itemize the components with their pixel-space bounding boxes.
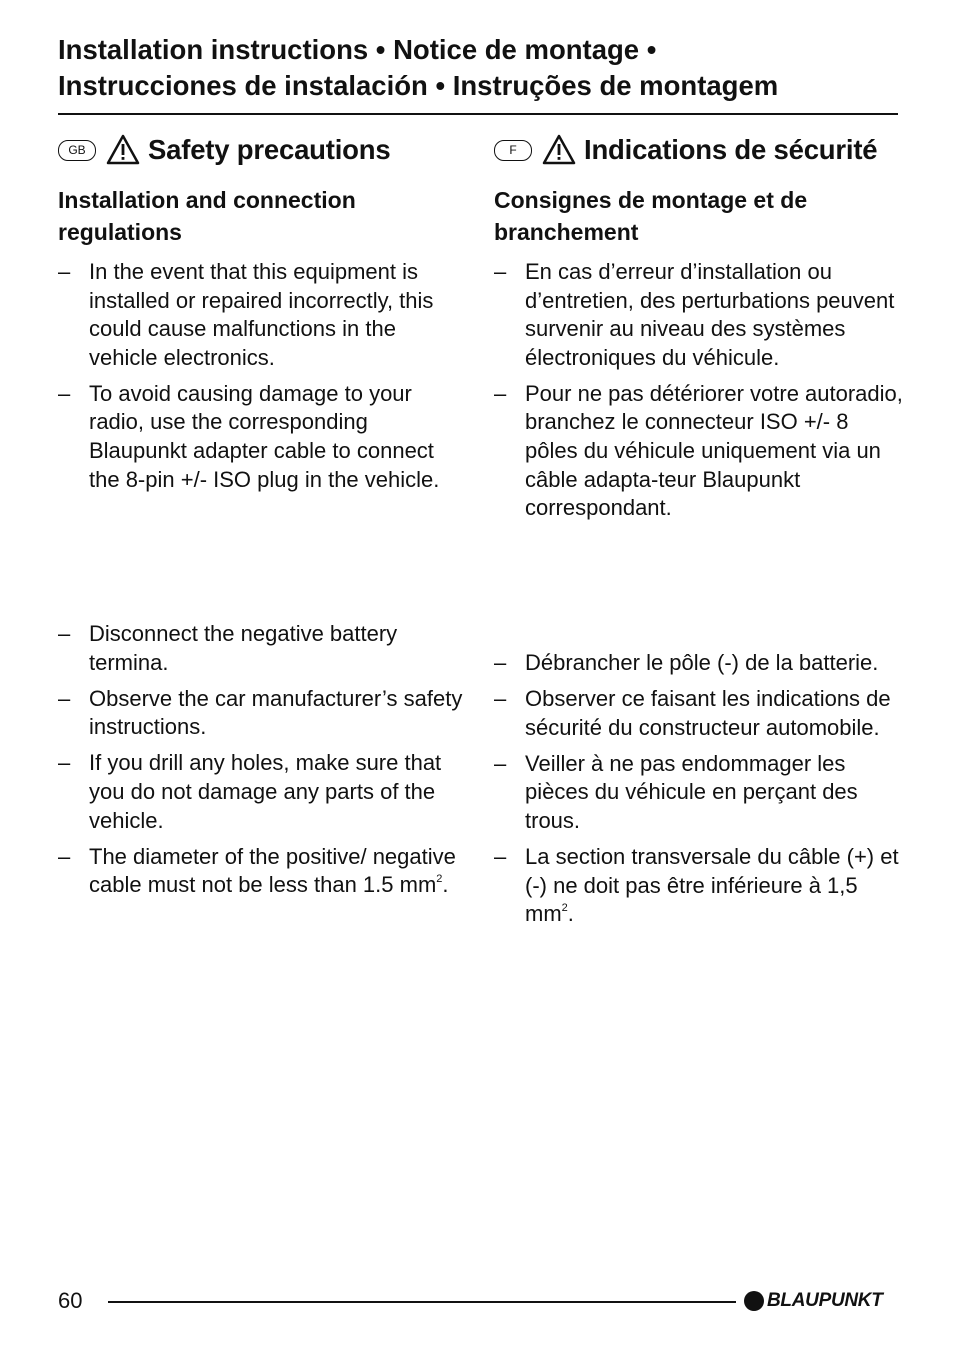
warning-triangle-icon	[542, 134, 576, 166]
subheading: Installation and connection regulations	[58, 187, 356, 245]
list-item: – La section transversale du câble (+) et (-) ne doit pas être inférieure à 1,5 $mm^2$.	[494, 844, 899, 927]
list-item: – The diameter of the positive/ negative cable must not be less than 1.5 $mm^2$.	[58, 843, 456, 898]
language-badge-f: F	[494, 140, 532, 161]
dash-bullet: –	[58, 750, 71, 776]
instruction-list	[494, 649, 904, 936]
page-header	[58, 32, 898, 104]
subheading: Consignes de montage et de branchement	[494, 187, 808, 245]
list-item: – Observe the car manufacturer’s safety instructions.	[58, 685, 463, 740]
brand-dot-icon	[744, 1291, 764, 1311]
warning-triangle-icon	[106, 134, 140, 166]
brand-logo	[744, 1290, 883, 1312]
dash-bullet: –	[494, 259, 507, 284]
list-item: – Veiller à ne pas endommager les pièces du véhicule en perçant des trous.	[494, 750, 858, 833]
column-french	[494, 128, 904, 927]
language-badge-gb: GB	[58, 140, 96, 161]
superscript: 2	[561, 902, 568, 915]
list-item: – To avoid causing damage to your radio, use the corresponding Blaupunkt adapter cable to connect the 8-pin +/- ISO plug in the vehicle.	[58, 380, 440, 492]
list-item: – Observer ce faisant les indications de sécurité du constructeur automobile.	[494, 686, 891, 740]
column-english	[58, 128, 468, 898]
section-heading: Indications de sécurité	[584, 134, 878, 165]
dash-bullet: –	[494, 650, 507, 675]
list-item: – In the event that this equipment is installed or repaired incorrectly, this could cause malfunctions in the vehicle electronics.	[58, 259, 434, 370]
brand-name: BLAUPUNKT	[767, 1290, 883, 1311]
section-title-french	[494, 128, 904, 172]
dash-bullet: –	[494, 844, 507, 870]
page-number: 60	[58, 1288, 83, 1313]
superscript: 2	[436, 873, 443, 886]
dash-bullet: –	[494, 750, 507, 776]
list-item: – Disconnect the negative battery termina.	[58, 621, 398, 675]
instruction-list	[494, 258, 904, 523]
list-item: – Pour ne pas détériorer votre autoradio, branchez le connecteur ISO +/- 8 pôles du véhicule uniquement via un câble adapta-teur Blaupunkt correspondant.	[494, 380, 903, 521]
footer-divider	[108, 1301, 736, 1303]
instruction-list	[58, 620, 468, 907]
dash-bullet: –	[58, 259, 71, 284]
dash-bullet: –	[58, 685, 71, 711]
section-title-english	[58, 128, 468, 172]
header-line-1: Installation instructions • Notice de montage •	[58, 34, 657, 65]
dash-bullet: –	[58, 843, 71, 869]
dash-bullet: –	[58, 621, 71, 646]
header-line-2: Instrucciones de instalación • Instruções de montagem	[58, 70, 779, 101]
dash-bullet: –	[58, 380, 71, 406]
section-heading: Safety precautions	[148, 134, 391, 165]
dash-bullet: –	[494, 380, 507, 406]
instruction-list	[58, 258, 468, 494]
list-item: – En cas d’erreur d’installation ou d’entretien, des perturbations peuvent survenir au niveau des systèmes électroniques du véhicule.	[494, 259, 895, 370]
list-item: – If you drill any holes, make sure that you do not damage any parts of the vehicle.	[58, 750, 442, 833]
dash-bullet: –	[494, 686, 507, 712]
list-item: – Débrancher le pôle (-) de la batterie.	[494, 649, 904, 678]
header-divider	[58, 113, 898, 115]
